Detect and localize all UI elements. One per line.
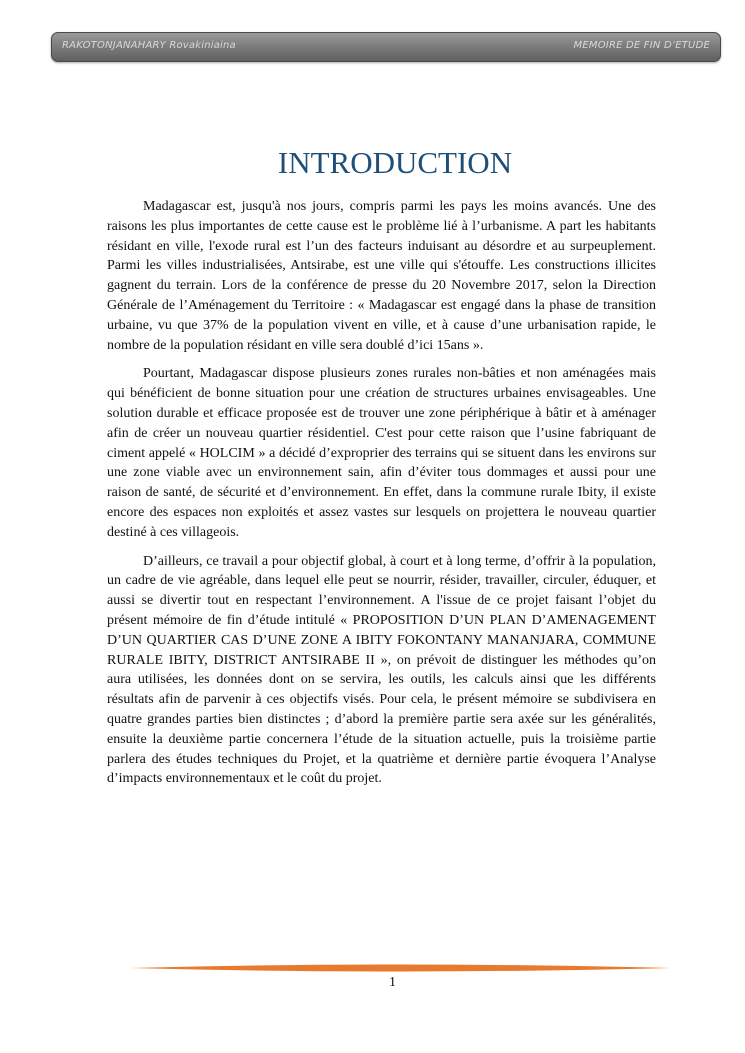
- header-document-type: MEMOIRE DE FIN D’ETUDE: [573, 40, 710, 51]
- paragraph-1: Madagascar est, jusqu'à nos jours, compris parmi les pays les moins avancés. Une des raisons les plus importantes de cette cause est le problème lié à l’urbanisme. A part les habitants résidant en ville, l'exode rural est l’un des facteurs induisant au désordre et au surpeuplement. Parmi les villes industrialisées, Antsirabe, est une ville qui s'étouffe. Les constructions illicites gagnent du terrain. Lors de la conférence de presse du 20 Novembre 2017, selon la Direction Générale de l’Aménagement du Territoire : « Madagascar est engagé dans la phase de transition urbaine, vu que 37% de la population vivent en ville, et à cause d’une urbanisation rapide, le nombre de la population résidant en ville sera doublé d’ici 15ans ».: [107, 199, 656, 353]
- paragraph-2: Pourtant, Madagascar dispose plusieurs zones rurales non-bâties et non aménagées mais qui bénéficient de bonne situation pour une création de structures urbaines envisageables. Une solution durable et efficace proposée est de trouver une zone périphérique à bâtir et à aménager afin de créer un nouveau quartier résidentiel. C'est pour cette raison que l’usine fabriquant de ciment appelé « HOLCIM » a décidé d’exproprier des terrains qui se situent dans les environs sur une zone viable avec un environnement sain, afin d’éviter tous dommages et aussi pour une raison de santé, de sécurité et d’environnement. En effet, dans la commune rurale Ibity, il existe encore des espaces non exploités et assez vastes sur lesquels on projettera le nouveau quartier destiné à ces villageois.: [107, 366, 656, 540]
- page-title: INTRODUCTION: [277, 145, 513, 180]
- body-text: [107, 197, 656, 798]
- header-author: RAKOTONJANAHARY Rovakiniaina: [62, 40, 236, 51]
- footer-decorative-line: [130, 962, 670, 974]
- page-number: 1: [389, 975, 396, 990]
- paragraph-3: D’ailleurs, ce travail a pour objectif global, à court et à long terme, d’offrir à la population, un cadre de vie agréable, dans lequel elle peut se nourrir, résider, travailler, circuler, éduquer, et aussi se divertir tout en respectant l’environnement. A l'issue de ce projet faisant l’objet du présent mémoire de fin d’étude intitulé « PROPOSITION D’UN PLAN D’AMENAGEMENT D’UN QUARTIER CAS D’UNE ZONE A IBITY FOKONTANY MANANJARA, COMMUNE RURALE IBITY, DISTRICT ANTSIRABE II », on prévoit de distinguer les méthodes qu’on aura utilisées, les données dont on se servira, les outils, les calculs ainsi que les différents résultats afin de parvenir à ces objectifs visés. Pour cela, le présent mémoire se subdivisera en quatre grandes parties bien distinctes ; d’abord la première partie sera axée sur les généralités, ensuite la deuxième partie concernera l’étude de la situation actuelle, puis la troisième partie parlera des études techniques du Projet, et la quatrième et dernière partie évoquera l’Analyse d’impacts environnementaux et le coût du projet.: [107, 553, 656, 787]
- footer-swoosh: [130, 965, 670, 972]
- page-header-bar: [51, 32, 721, 62]
